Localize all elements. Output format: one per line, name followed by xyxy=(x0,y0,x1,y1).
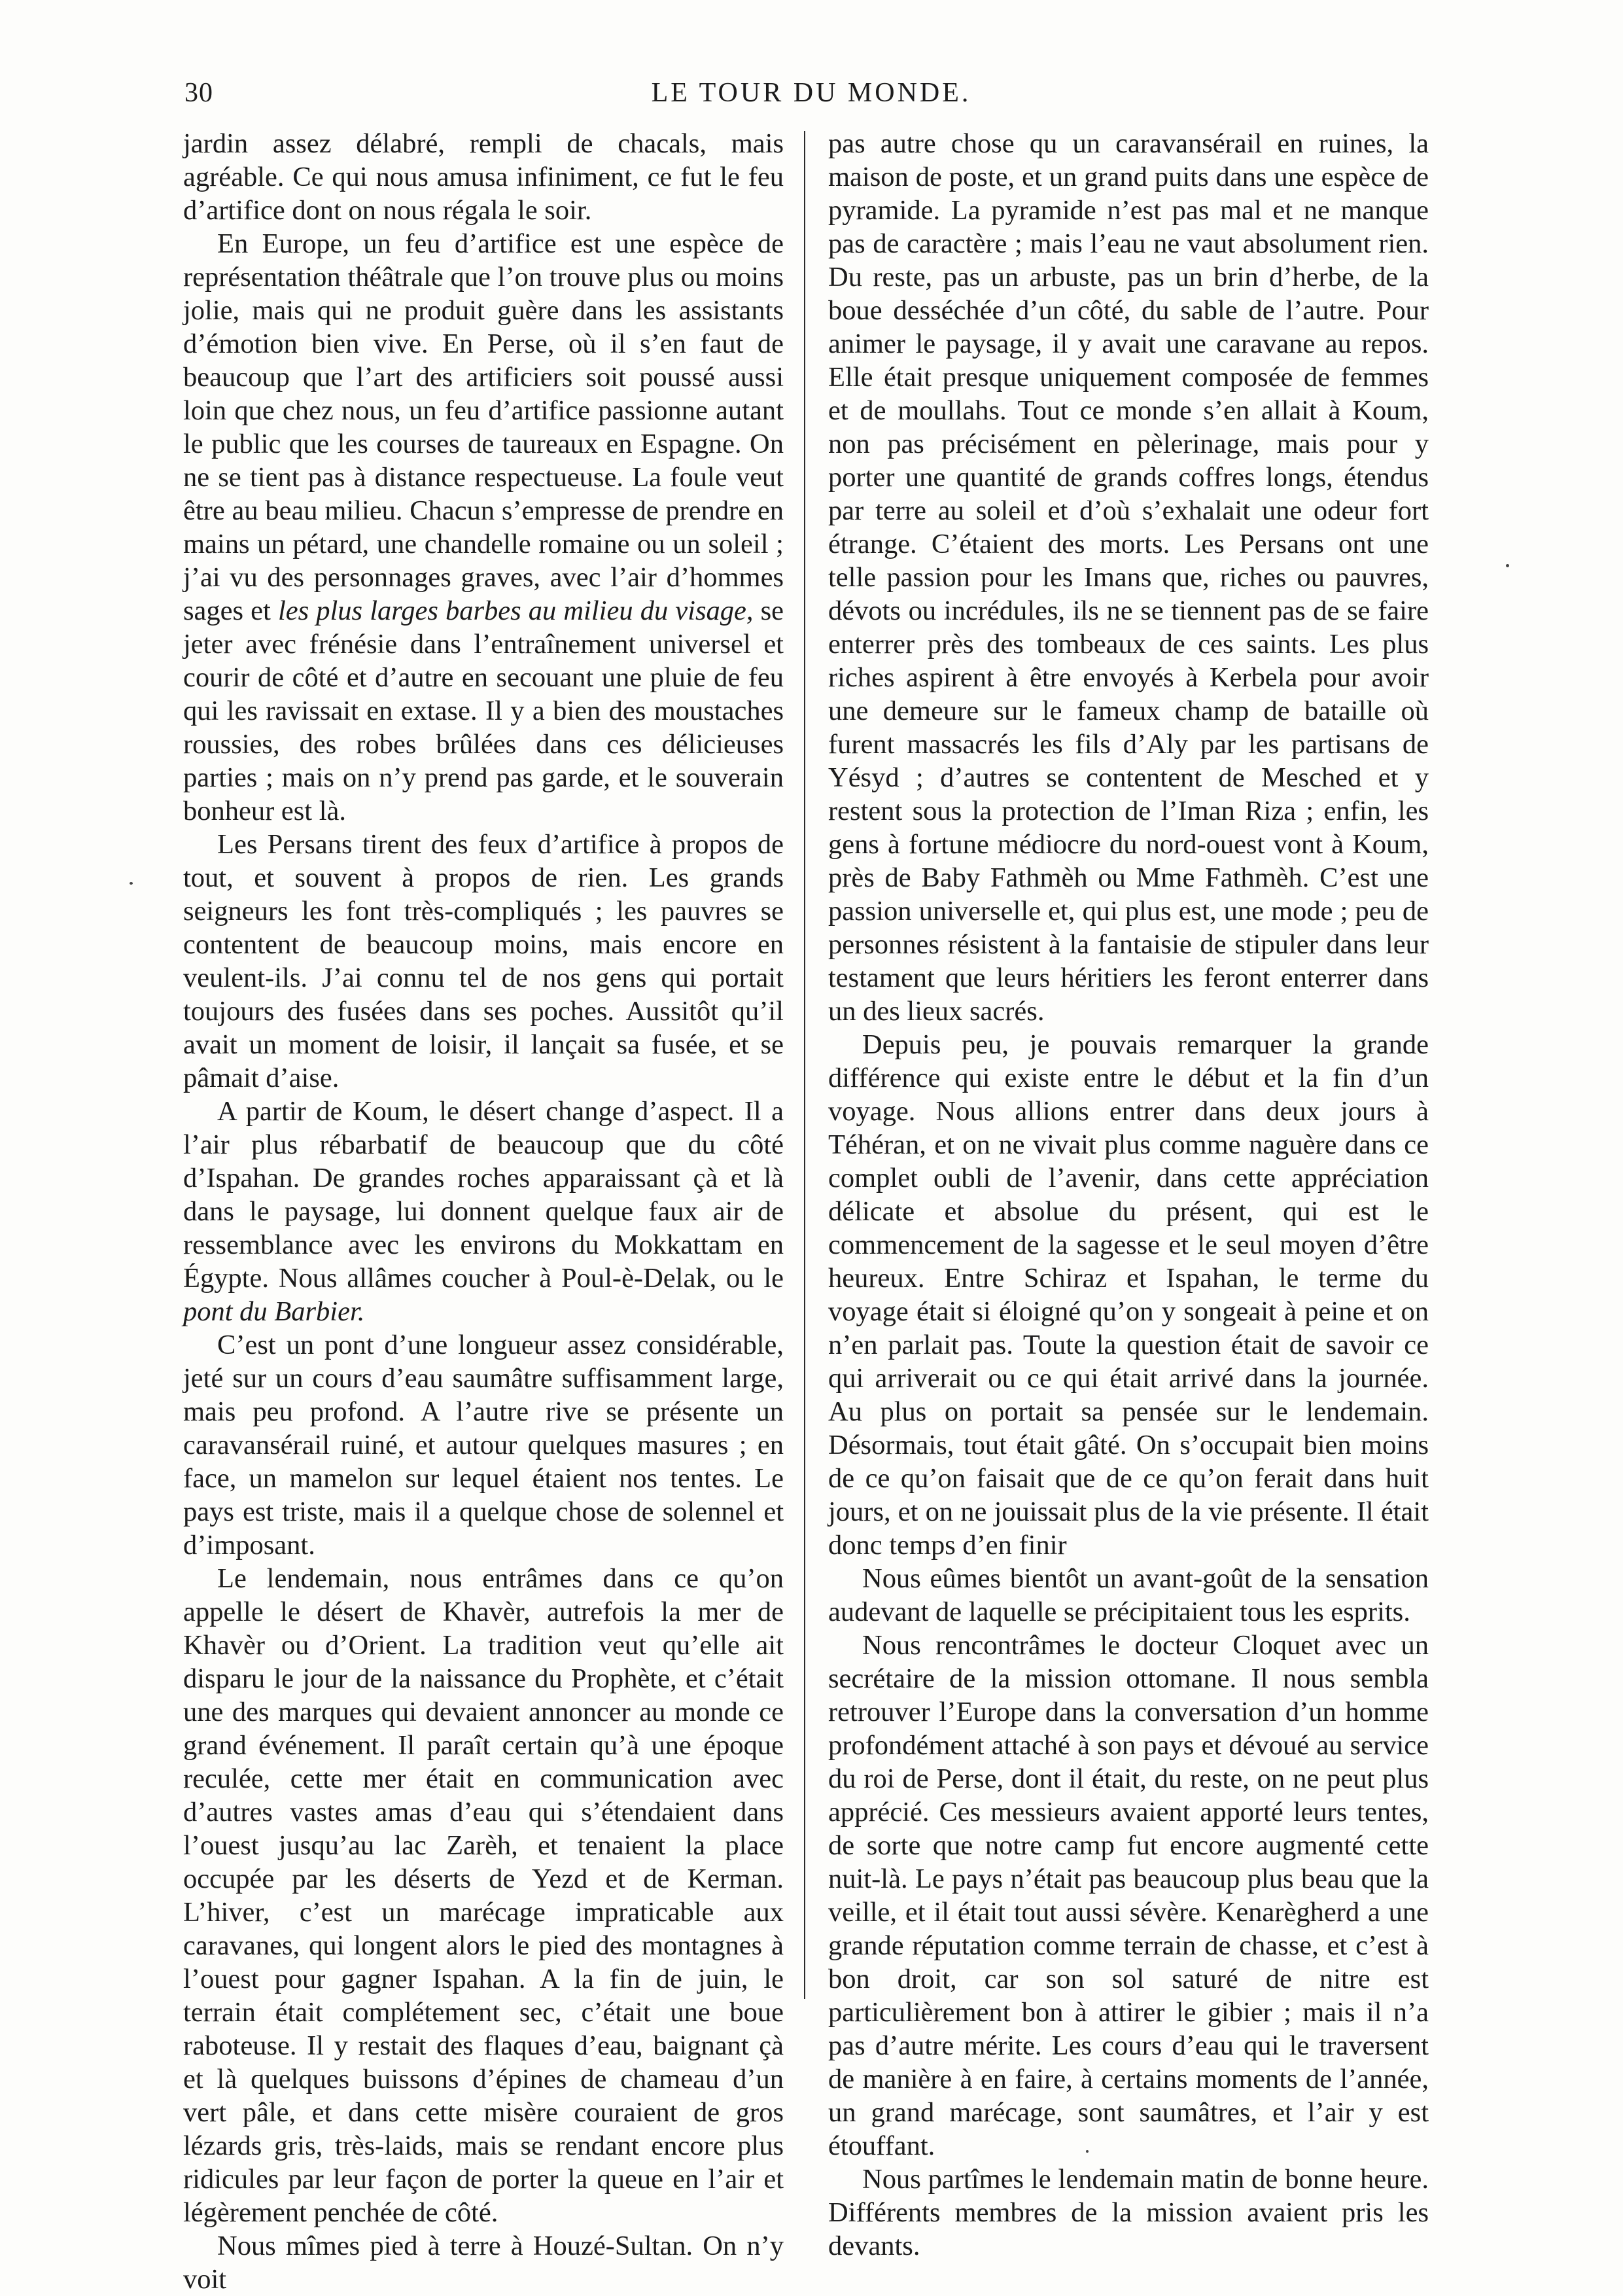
paragraph-text: se jeter avec frénésie dans l’entraînement universel et courir de côté et d’autre en secouant une pluie de feu qui les ravissait en extase. Il y a bien des moustaches roussies, des robes brûlées dans ces délicieuses parties ; mais on n’y prend pas garde, et le souverain bonheur est là. xyxy=(183,595,784,826)
paragraph: Nous mîmes pied à terre à Houzé-Sultan. On n’y voit xyxy=(183,2231,784,2295)
column-divider xyxy=(804,131,805,1999)
paragraph: C’est un pont d’une longueur assez considérable, jeté sur un cours d’eau saumâtre suffisamment large, mais peu profond. A l’autre rive se présente un caravansérail ruiné, et autour quelques masures ; en face, un mamelon sur lequel étaient nos tentes. Le pays est triste, mais il a quelque chose de solennel et d’imposant. xyxy=(183,1330,784,1561)
paragraph: Le lendemain, nous entrâmes dans ce qu’on appelle le désert de Khavèr, autrefois la mer de Khavèr ou d’Orient. La tradition veut qu’elle ait disparu le jour de la naissance du Prophète, et c’était une des marques qui devaient annoncer au monde ce grand événement. Il paraît certain qu’à une époque reculée, cette mer était en communication avec d’autres vastes amas d’eau qui s’étendaient dans l’ouest jusqu’au lac Zarèh, et tenaient la place occupée par les déserts de Yezd et de Kerman. L’hiver, c’est un marécage impraticable aux caravanes, qui longent alors le pied des montagnes à l’ouest pour gagner Ispahan. A la fin de juin, le terrain était complétement sec, c’était une boue raboteuse. Il y restait des flaques d’eau, baignant çà et là quelques buissons d’épines de chameau d’un vert pâle, et dans cette misère couraient de gros lézards gris, très-laids, mais se rendant encore plus ridicules par leur façon de porter la queue en l’air et légèrement penchée de côté. xyxy=(183,1563,784,2228)
paragraph xyxy=(183,227,784,828)
scan-speck xyxy=(130,882,133,885)
paragraph xyxy=(183,1095,784,1328)
paragraph: pas autre chose qu un caravansérail en ruines, la maison de poste, et un grand puits dans une espèce de pyramide. La pyramide n’est pas mal et ne manque pas de caractère ; mais l’eau ne vaut absolument rien. Du reste, pas un arbuste, pas un brin d’herbe, de la boue desséchée d’un côté, du sable de l’autre. Pour animer le paysage, il y avait une caravane au repos. Elle était presque uniquement composée de femmes et de moullahs. Tout ce monde s’en allait à Koum, non pas précisément en pèlerinage, mais pour y porter une quantité de grands coffres longs, étendus par terre au soleil et d’où s’exhalait une odeur fort étrange. C’étaient des morts. Les Persans ont une telle passion pour les Imans que, riches ou pauvres, dévots ou incrédules, ils ne se tiennent pas de se faire enterrer près des tombeaux de ces saints. Les plus riches aspirent à être envoyés à Kerbela pour avoir une demeure sur le fameux champ de bataille où furent massacrés les fils d’Aly par les partisans de Yésyd ; d’autres se contentent de Mesched et y restent sous la protection de l’Iman Riza ; enfin, les gens à fortune médiocre du nord-ouest vont à Koum, près de Baby Fathmèh ou Mme Fathmèh. C’est une passion universelle et, qui plus est, une mode ; peu de personnes résistent à la fantaisie de stipuler dans leur testament que leurs héritiers les feront enterrer dans un des lieux sacrés. xyxy=(828,128,1429,1027)
paragraph-text: A partir de Koum, le désert change d’aspect. Il a l’air plus rébarbatif de beaucoup que du côté d’Ispahan. De grandes roches apparaissant çà et là dans le paysage, lui donnent quelque faux air de ressemblance avec les environs du Mokkattam en Égypte. Nous allâmes coucher à Poul-è-Delak, ou le xyxy=(183,1096,784,1294)
paragraph: jardin assez délabré, rempli de chacals, mais agréable. Ce qui nous amusa infiniment, ce fut le feu d’artifice dont on nous régala le soir. xyxy=(183,128,784,226)
scan-speck xyxy=(1086,2150,1089,2153)
left-column xyxy=(183,127,784,2296)
page-number: 30 xyxy=(184,78,213,108)
paragraph-text: En Europe, un feu d’artifice est une espèce de représentation théâtrale que l’on trouve plus ou moins jolie, mais qui ne produit guère dans les assistants d’émotion bien vive. En Perse, où il s’en faut de beaucoup que l’art des artificiers soit poussé aussi loin que chez nous, un feu d’artifice passionne autant le public que les courses de taureaux en Espagne. On ne se tient pas à distance respectueuse. La foule veut être au beau milieu. Chacun s’empresse de prendre en mains un pétard, une chandelle romaine ou un soleil ; j’ai vu des personnages graves, avec l’air d’hommes sages et xyxy=(183,228,784,626)
page-header xyxy=(184,77,1438,116)
running-title: LE TOUR DU MONDE. xyxy=(651,78,971,108)
paragraph: Nous eûmes bientôt un avant-goût de la sensation audevant de laquelle se précipitaient tous les esprits. xyxy=(828,1563,1429,1627)
right-column xyxy=(828,127,1429,2263)
paragraph: Nous partîmes le lendemain matin de bonne heure. Différents membres de la mission avaient pris les devants. xyxy=(828,2164,1429,2261)
italic-phrase: les plus larges barbes au milieu du visage, xyxy=(277,595,754,626)
scan-speck xyxy=(1506,564,1509,567)
paragraph: Les Persans tirent des feux d’artifice à propos de tout, et souvent à propos de rien. Les grands seigneurs les font très-compliqués ; les pauvres se contentent de beaucoup moins, mais encore en veulent-ils. J’ai connu tel de nos gens qui portait toujours des fusées dans ses poches. Aussitôt qu’il avait un moment de loisir, il lançait sa fusée, et se pâmait d’aise. xyxy=(183,829,784,1093)
paragraph: Nous rencontrâmes le docteur Cloquet avec un secrétaire de la mission ottomane. Il nous sembla retrouver l’Europe dans la conversation d’un homme profondément attaché à son pays et dévoué au service du roi de Perse, dont il était, du reste, on ne peut plus apprécié. Ces messieurs avaient apporté leurs tentes, de sorte que notre camp fut encore augmenté cette nuit-là. Le pays n’était pas beaucoup plus beau que la veille, et il était tout aussi sévère. Kenarègherd a une grande réputation comme terrain de chasse, et c’est à bon droit, car son sol saturé de nitre est particulièrement bon à attirer le gibier ; mais il n’a pas d’autre mérite. Les cours d’eau qui le traversent de manière à en faire, à certains moments de l’année, un grand marécage, sont saumâtres, et l’air y est étouffant. xyxy=(828,1630,1429,2161)
italic-phrase: pont du Barbier. xyxy=(183,1296,365,1327)
paragraph: Depuis peu, je pouvais remarquer la grande différence qui existe entre le début et la fin d’un voyage. Nous allions entrer dans deux jours à Téhéran, et on ne vivait plus comme naguère dans ce complet oubli de l’avenir, dans cette appréciation délicate et absolue du présent, qui est le commencement de la sagesse et le seul moyen d’être heureux. Entre Schiraz et Ispahan, le terme du voyage était si éloigné qu’on y songeait à peine et on n’en parlait pas. Toute la question était de savoir ce qui arriverait ou ce qui était arrivé dans la journée. Au plus on portait sa pensée sur le lendemain. Désormais, tout était gâté. On s’occupait bien moins de ce qu’on faisait que de ce qu’on ferait dans huit jours, et on ne jouissait plus de la vie présente. Il était donc temps d’en finir xyxy=(828,1029,1429,1561)
